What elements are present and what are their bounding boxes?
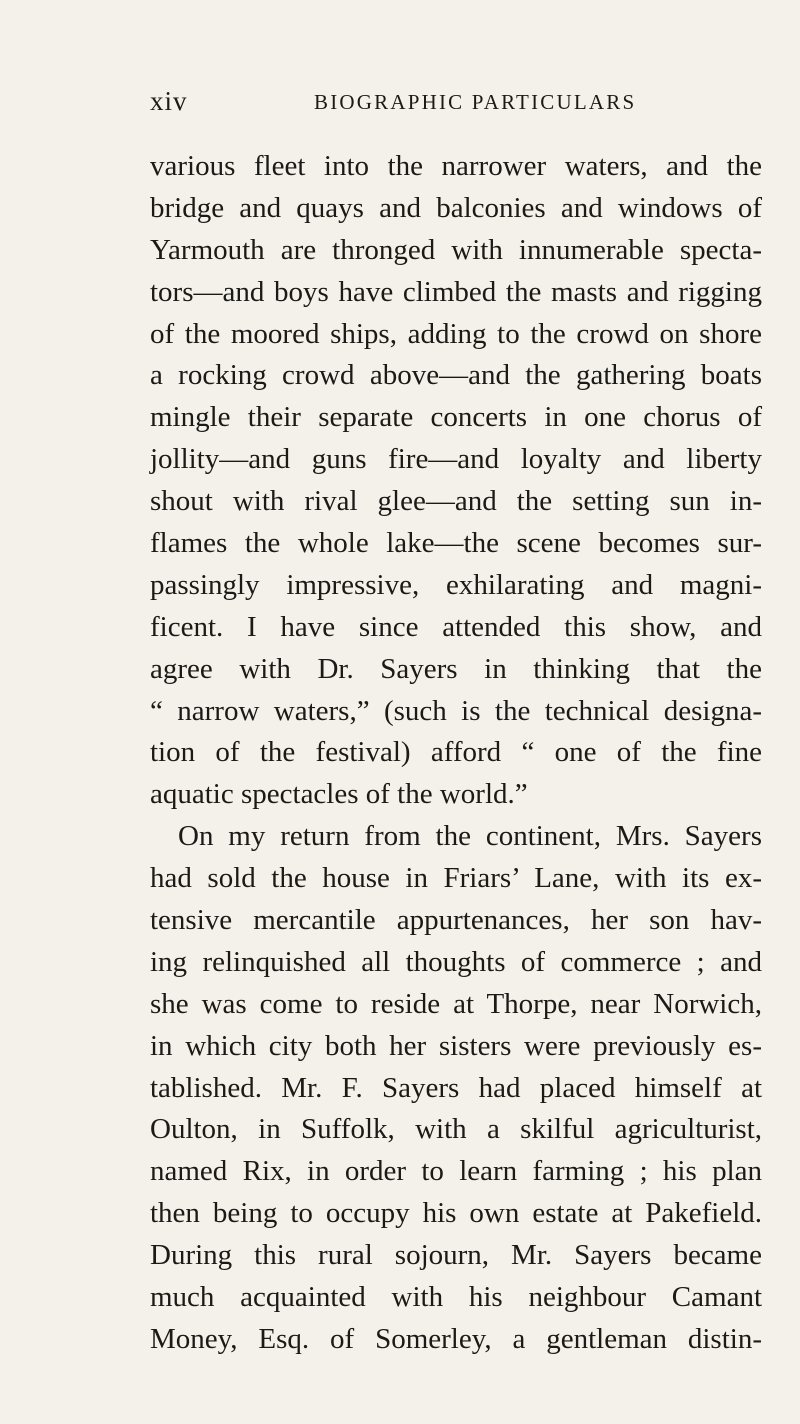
text-line: tion of the festival) afford “ one of the fine	[150, 736, 762, 769]
text-line: she was come to reside at Thorpe, near Norwich,	[150, 987, 762, 1020]
text-line: bridge and quays and balconies and windows of	[150, 191, 762, 224]
text-line: various fleet into the narrower waters, and the	[150, 150, 762, 182]
text-line: shout with rival glee—and the setting sun in-	[150, 485, 762, 518]
text-line: had sold the house in Friars’ Lane, with its ex-	[150, 862, 762, 895]
text-line: named Rix, in order to learn farming ; his plan	[150, 1155, 762, 1188]
text-line: tablished. Mr. F. Sayers had placed himself at	[150, 1071, 762, 1104]
text-line: tors—and boys have climbed the masts and rigging	[150, 275, 762, 308]
text-line: ficent. I have since attended this show, and	[150, 610, 762, 643]
text-line: a rocking crowd above—and the gathering boats	[150, 359, 762, 392]
text-line: flames the whole lake—the scene becomes sur-	[150, 527, 762, 560]
text-line: During this rural sojourn, Mr. Sayers became	[150, 1239, 762, 1272]
text-line: agree with Dr. Sayers in thinking that the	[150, 652, 762, 685]
text-line: Oulton, in Suffolk, with a skilful agriculturist,	[150, 1113, 762, 1146]
text-line: mingle their separate concerts in one chorus of	[150, 401, 762, 434]
text-line: of the moored ships, adding to the crowd on shore	[150, 317, 762, 350]
paragraph-end-line: aquatic spectacles of the world.”	[150, 778, 528, 811]
text-line: then being to occupy his own estate at Pakefield.	[150, 1197, 762, 1230]
text-line: in which city both her sisters were previously es-	[150, 1029, 762, 1062]
text-line: much acquainted with his neighbour Camant	[150, 1281, 762, 1314]
text-line: “ narrow waters,” (such is the technical designa-	[150, 694, 762, 727]
page-number: xiv	[150, 86, 188, 116]
running-title: BIOGRAPHIC PARTICULARS	[314, 90, 637, 114]
text-line: Yarmouth are thronged with innumerable specta-	[150, 233, 762, 266]
text-line: tensive mercantile appurtenances, her son hav-	[150, 904, 762, 937]
text-line: jollity—and guns fire—and loyalty and liberty	[150, 443, 762, 476]
text-line: ing relinquished all thoughts of commerce ; and	[150, 945, 762, 978]
body-text	[150, 146, 762, 1361]
text-line: Money, Esq. of Somerley, a gentleman distin-	[150, 1322, 762, 1355]
text-line: passingly impressive, exhilarating and magni-	[150, 568, 762, 601]
paragraph-start-line: On my return from the continent, Mrs. Sayers	[178, 820, 762, 853]
running-head	[150, 86, 750, 126]
